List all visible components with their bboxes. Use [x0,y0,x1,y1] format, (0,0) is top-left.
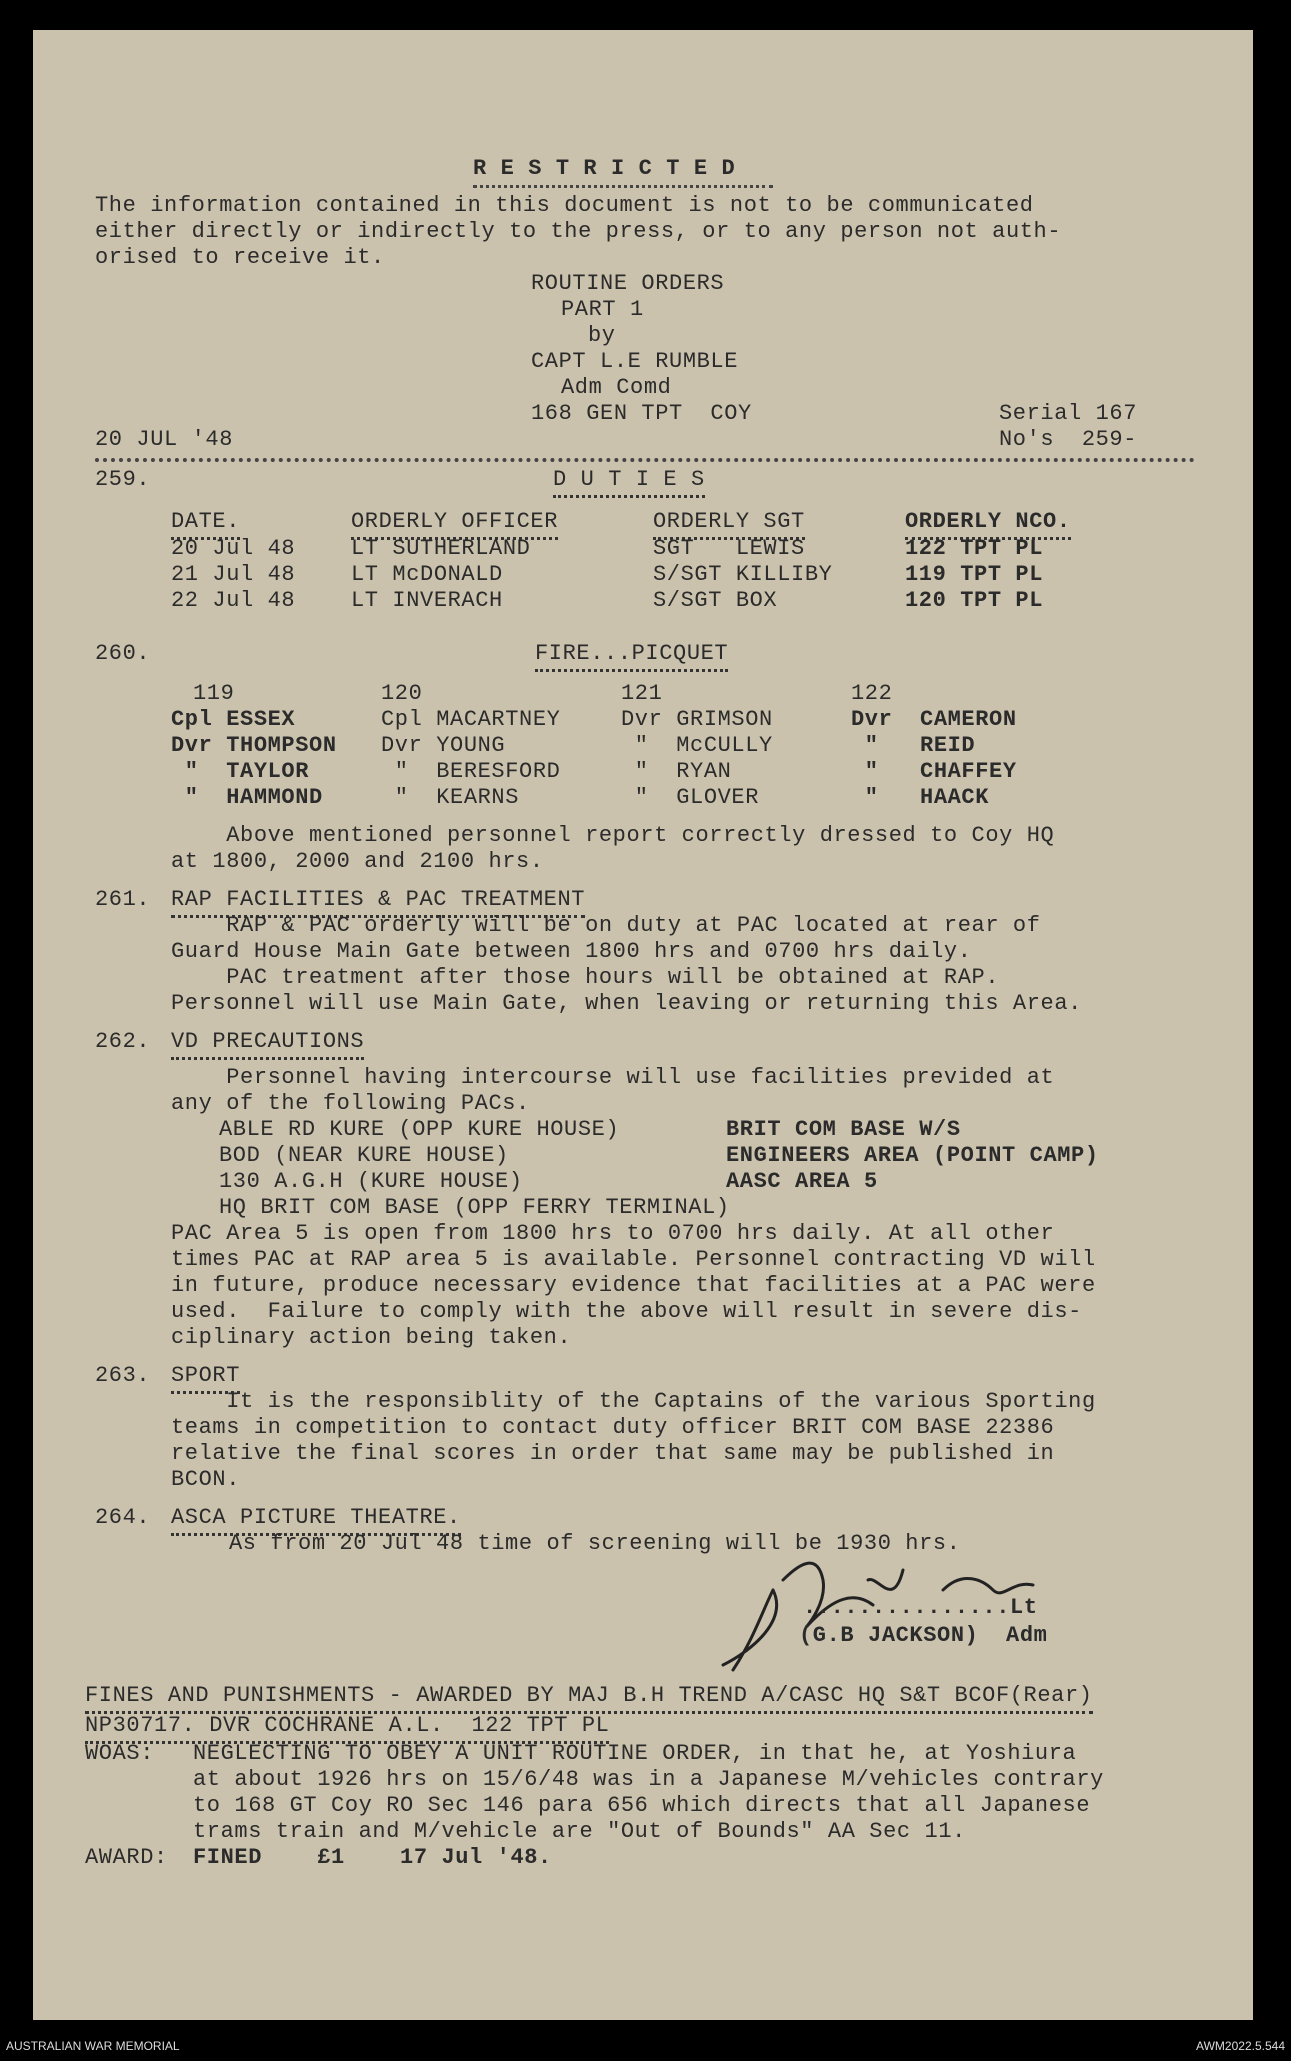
picquet-text-2: at 1800, 2000 and 2100 hrs. [171,849,544,874]
duties-row-1-nco: 122 TPT PL [905,536,1044,561]
fines-woas-label: WOAS: [85,1741,155,1766]
section-divider [95,458,1195,462]
fines-woas-2: at about 1926 hrs on 15/6/48 was in a Japanese M/vehicles contrary [193,1767,1104,1792]
rap-text-3: PAC treatment after those hours will be obtained at RAP. [171,965,1000,990]
picquet-121-line-1: Dvr GRIMSON [621,707,773,732]
picquet-text-1: Above mentioned personnel report correctly dressed to Coy HQ [171,823,1055,848]
fines-woas-4: trams train and M/vehicle are "Out of Bounds" AA Sec 11. [193,1819,966,1844]
duties-row-3-nco: 120 TPT PL [905,588,1044,613]
picquet-unit-122: 122 [851,681,893,706]
footer-source: AUSTRALIAN WAR MEMORIAL [6,2039,180,2053]
picquet-122-line-4: " HAACK [851,785,990,810]
vd-place-3: 130 A.G.H (KURE HOUSE) [219,1169,523,1194]
picquet-122-line-1: Dvr CAMERON [851,707,1017,732]
title-line-5: Adm Comd [561,375,672,400]
rap-text-4: Personnel will use Main Gate, when leaving or returning this Area. [171,991,1082,1016]
section-number-263: 263. [95,1363,151,1388]
notice-line-2: either directly or indirectly to the press, or to any person not auth- [95,219,1062,244]
section-number-264: 264. [95,1505,151,1530]
duties-row-1-sgt: SGT LEWIS [653,536,805,561]
duties-row-3-date: 22 Jul 48 [171,588,296,613]
vd-place-5: BRIT COM BASE W/S [726,1117,961,1142]
vd-text-1: PAC Area 5 is open from 1800 hrs to 0700 hrs daily. At all other [171,1221,1055,1246]
vd-place-6: ENGINEERS AREA (POINT CAMP) [726,1143,1099,1168]
section-number-259: 259. [95,467,151,492]
rap-text-1: RAP & PAC orderly will be on duty at PAC located at rear of [171,913,1041,938]
duties-row-3-officer: LT INVERACH [351,588,503,613]
picquet-121-line-4: " GLOVER [621,785,760,810]
title-line-2: PART 1 [561,297,644,322]
fines-soldier: NP30717. DVR COCHRANE A.L. 122 TPT PL [85,1714,609,1744]
picquet-122-line-2: " REID [851,733,976,758]
section-title-fire-picquet: FIRE...PICQUET [535,642,728,672]
section-title-rap: RAP FACILITIES & PAC TREATMENT [171,888,585,918]
picquet-unit-120: 120 [381,681,423,706]
fines-woas-3: to 168 GT Coy RO Sec 146 para 656 which directs that all Japanese [193,1793,1091,1818]
duties-row-2-date: 21 Jul 48 [171,562,296,587]
signatory-name: (G.B JACKSON) Adm [799,1623,1048,1648]
order-date: 20 JUL '48 [95,427,234,452]
vd-place-1: ABLE RD KURE (OPP KURE HOUSE) [219,1117,620,1142]
picquet-119-line-3: " TAYLOR [171,759,310,784]
duties-row-1-date: 20 Jul 48 [171,536,296,561]
fines-award: FINED £1 17 Jul '48. [193,1845,552,1870]
order-numbers: No's 259- [999,427,1138,452]
duties-row-3-sgt: S/SGT BOX [653,588,778,613]
classification-heading: R E S T R I C T E D [473,156,736,181]
vd-intro-2: any of the following PACs. [171,1091,530,1116]
picquet-120-line-2: Dvr YOUNG [381,733,506,758]
section-title-duties: D U T I E S [553,468,705,498]
signature-line: ...............Lt [803,1595,1038,1620]
heading-underline [473,185,773,188]
vd-intro-1: Personnel having intercourse will use facilities previded at [171,1065,1055,1090]
duties-row-2-officer: LT McDONALD [351,562,503,587]
vd-text-3: in future, produce necessary evidence that facilities at a PAC were [171,1273,1096,1298]
vd-text-5: ciplinary action being taken. [171,1325,572,1350]
vd-text-4: used. Failure to comply with the above will result in severe dis- [171,1299,1082,1324]
picquet-121-line-2: " McCULLY [621,733,773,758]
duties-row-2-sgt: S/SGT KILLIBY [653,562,833,587]
theatre-text: As from 20 Jul 48 time of screening will be 1930 hrs. [229,1531,961,1556]
fines-award-label: AWARD: [85,1845,168,1870]
document-page [33,30,1253,2020]
vd-place-2: BOD (NEAR KURE HOUSE) [219,1143,509,1168]
sport-text-2: teams in competition to contact duty officer BRIT COM BASE 22386 [171,1415,1055,1440]
title-line-6: 168 GEN TPT COY [531,401,752,426]
picquet-120-line-1: Cpl MACARTNEY [381,707,561,732]
duties-header-date: DATE. [171,510,240,540]
section-number-261: 261. [95,887,151,912]
picquet-119-line-2: Dvr THOMPSON [171,733,337,758]
sport-text-1: It is the responsiblity of the Captains of the various Sporting [171,1389,1096,1414]
vd-place-7: AASC AREA 5 [726,1169,878,1194]
title-line-1: ROUTINE ORDERS [531,271,725,296]
duties-header-officer: ORDERLY OFFICER [351,510,558,540]
footer-accession-number: AWM2022.5.544 [1196,2039,1285,2053]
picquet-119-line-1: Cpl ESSEX [171,707,296,732]
section-number-260: 260. [95,641,151,666]
sport-text-3: relative the final scores in order that same may be published in [171,1441,1055,1466]
picquet-121-line-3: " RYAN [621,759,732,784]
section-title-theatre: ASCA PICTURE THEATRE. [171,1506,461,1536]
picquet-120-line-3: " BERESFORD [381,759,561,784]
notice-line-1: The information contained in this document is not to be communicated [95,193,1034,218]
duties-header-sgt: ORDERLY SGT [653,510,805,540]
section-title-vd: VD PRECAUTIONS [171,1030,364,1060]
picquet-119-line-4: " HAMMOND [171,785,323,810]
vd-place-4: HQ BRIT COM BASE (OPP FERRY TERMINAL) [219,1195,730,1220]
fines-woas-1: NEGLECTING TO OBEY A UNIT ROUTINE ORDER, in that he, at Yoshiura [193,1741,1077,1766]
section-title-sport: SPORT [171,1364,240,1394]
duties-header-nco: ORDERLY NCO. [905,510,1071,540]
title-line-4: CAPT L.E RUMBLE [531,349,739,374]
title-line-3: by [588,323,616,348]
duties-row-1-officer: LT SUTHERLAND [351,536,531,561]
section-number-262: 262. [95,1029,151,1054]
picquet-120-line-4: " KEARNS [381,785,520,810]
fines-title: FINES AND PUNISHMENTS - AWARDED BY MAJ B.H TREND A/CASC HQ S&T BCOF(Rear) [85,1684,1093,1714]
duties-row-2-nco: 119 TPT PL [905,562,1044,587]
rap-text-2: Guard House Main Gate between 1800 hrs and 0700 hrs daily. [171,939,972,964]
vd-text-2: times PAC at RAP area 5 is available. Personnel contracting VD will [171,1247,1096,1272]
serial-number: Serial 167 [999,401,1138,426]
picquet-unit-119: 119 [193,681,235,706]
notice-line-3: orised to receive it. [95,245,385,270]
picquet-unit-121: 121 [621,681,663,706]
picquet-122-line-3: " CHAFFEY [851,759,1017,784]
sport-text-4: BCON. [171,1467,241,1492]
